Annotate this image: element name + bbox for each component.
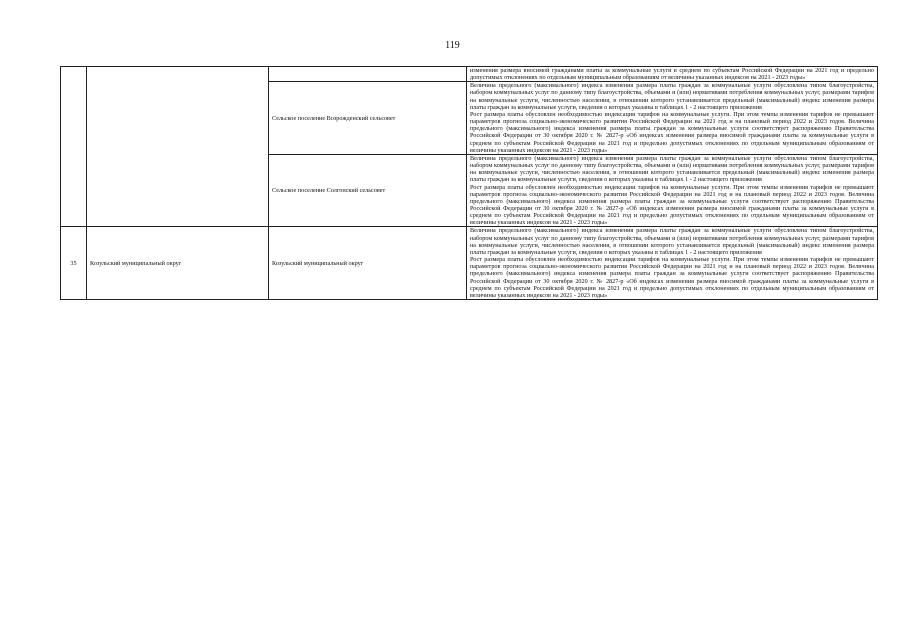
settlement-cell [269,67,467,82]
settlement-cell: Козульский муниципальный округ [269,227,467,300]
municipality-cell [87,67,269,227]
table-row [61,67,878,82]
municipality-cell: Козульский муниципальный округ [87,227,269,300]
justification-paragraph: Величина предельного (максимального) индекса изменения размера платы граждан за коммунальные услуги обусловлена типом благоустройства, набором коммунальных услуг по данному типу благоустройства, объемами и (или) нормативами потребления коммунальных услуг, размерами тарифов на коммунальные услуги, численностью населения, в отношении которого устанавливается предельный (максимальный) индекс изменения размера платы граждан за коммунальные услуги, сведения о которых указаны в таблицах 1 - 2 настоящего приложения [470,227,874,256]
justification-paragraph: Рост размера платы обусловлен необходимостью индексации тарифов на коммунальные услуги. При этом темпы изменения тарифов не превышают параметров прогноза социально-экономического развития Российской Федерации на 2021 год и на плановый период 2022 и 2023 годов. Величина предельного (максимального) индекса изменения размера платы граждан за коммунальные услуги соответствует распоряжению Правительства Российской Федерации от 30 октября 2020 г. № 2827-р «Об индексах изменения размера вносимой гражданами платы за коммунальные услуги в среднем по субъектам Российской Федерации на 2021 год и предельно допустимых отклонениях по отдельным муниципальным образованиям от величины указанных индексов на 2021 - 2023 годы» [470,256,874,299]
justification-cell [467,82,878,155]
page-number: 119 [445,40,460,51]
settlement-cell: Сельское поселение Солгонский сельсовет [269,154,467,227]
row-number-cell: 35 [61,227,87,300]
table-row [61,227,878,300]
tariff-table [60,66,878,300]
justification-cell [467,67,878,82]
justification-paragraph: Величина предельного (максимального) индекса изменения размера платы граждан за коммунальные услуги обусловлена типом благоустройства, набором коммунальных услуг по данному типу благоустройства, объемами и (или) нормативами потребления коммунальных услуг, размерами тарифов на коммунальные услуги, численностью населения, в отношении которого устанавливается предельный (максимальный) индекс изменения размера платы граждан за коммунальные услуги, сведения о которых указаны в таблицах 1 - 2 настоящего приложения [470,154,874,184]
justification-paragraph: изменения размера вносимой гражданами платы за коммунальные услуги в среднем по субъектам Российской Федерации на 2021 год и предельно допустимых отклонениях по отдельным муниципальным образованиям от величины указанных индексов на 2021 - 2023 годы» [470,67,874,82]
justification-paragraph: Рост размера платы обусловлен необходимостью индексации тарифов на коммунальные услуги. При этом темпы изменения тарифов не превышают параметров прогноза социально-экономического развития Российской Федерации на 2021 год и на плановый период 2022 и 2023 годов. Величина предельного (максимального) индекса изменения размера платы граждан за коммунальные услуги соответствует распоряжению Правительства Российской Федерации от 30 октября 2020 г. № 2827-р «Об индексах изменения размера вносимой гражданами платы за коммунальные услуги в среднем по субъектам Российской Федерации на 2021 год и предельно допустимых отклонениях по отдельным муниципальным образованиям от величины указанных индексов на 2021 - 2023 годы» [470,183,874,227]
justification-cell [467,227,878,300]
justification-paragraph: Величина предельного (максимального) индекса изменения размера платы граждан за коммунальные услуги обусловлена типом благоустройства, набором коммунальных услуг по данному типу благоустройства, объемами и (или) нормативами потребления коммунальных услуг, размерами тарифов на коммунальные услуги, численностью населения, в отношении которого устанавливается предельный (максимальный) индекс изменения размера платы граждан за коммунальные услуги, сведения о которых указаны в таблицах 1 - 2 настоящего приложения [470,82,874,111]
justification-cell [467,154,878,227]
row-number-cell [61,67,87,227]
settlement-cell: Сельское поселение Возрожденский сельсовет [269,82,467,155]
justification-paragraph: Рост размера платы обусловлен необходимостью индексации тарифов на коммунальные услуги. При этом темпы изменения тарифов не превышают параметров прогноза социально-экономического развития Российской Федерации на 2021 год и на плановый период 2022 и 2023 годов. Величина предельного (максимального) индекса изменения размера платы граждан за коммунальные услуги соответствует распоряжению Правительства Российской Федерации от 30 октября 2020 г. № 2827-р «Об индексах изменения размера вносимой гражданами платы за коммунальные услуги в среднем по субъектам Российской Федерации на 2021 год и предельно допустимых отклонениях по отдельным муниципальным образованиям от величины указанных индексов на 2021 - 2023 годы» [470,110,874,154]
